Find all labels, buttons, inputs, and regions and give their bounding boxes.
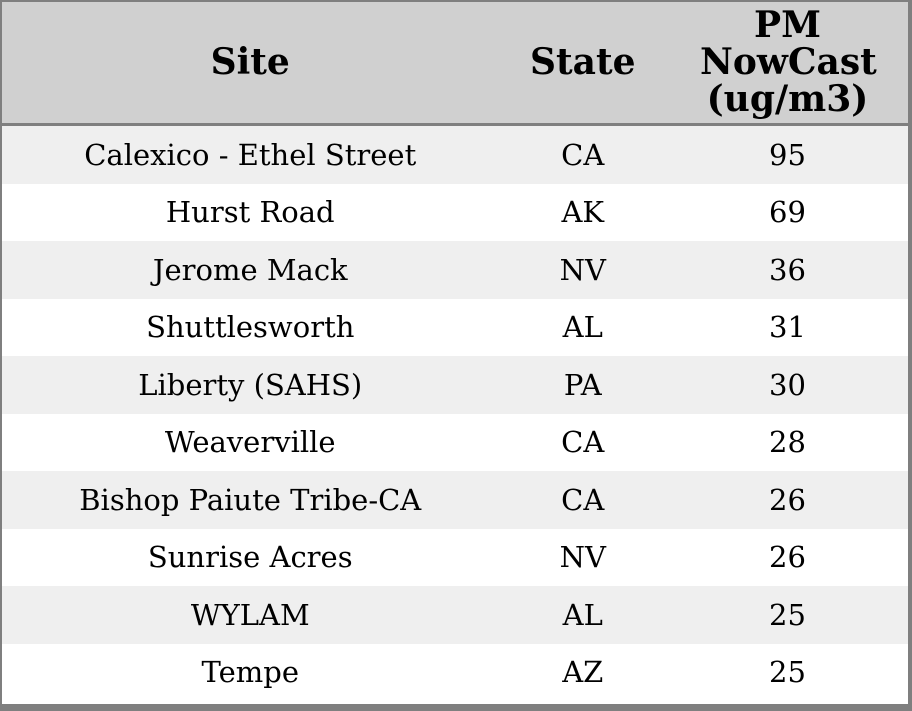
pm-value-cell: 26 [769,540,806,575]
pm-value-cell: 95 [769,137,806,172]
table-row [2,241,908,299]
state-cell: CA [561,482,605,517]
site-cell: Shuttlesworth [146,310,355,345]
column-header-pm-nowcast [667,2,908,123]
site-cell: WYLAM [190,597,310,632]
table-row [2,184,908,242]
table-row [2,126,908,184]
table-row [2,644,908,702]
table-row [2,299,908,357]
site-cell: Tempe [201,655,299,690]
table-row [2,586,908,644]
column-header-pm-nowcast-label: PM NowCast (ug/m3) [699,4,877,120]
state-cell: AL [562,597,603,632]
pm-value-cell: 69 [769,195,806,230]
table-row [2,529,908,587]
site-cell: Liberty (SAHS) [138,367,363,402]
pm-value-cell: 28 [769,425,806,460]
state-cell: AK [561,195,605,230]
pm-value-cell: 26 [769,482,806,517]
state-cell: PA [563,367,602,402]
column-header-state-label: State [529,41,636,83]
site-cell: Hurst Road [165,195,335,230]
column-header-site [2,2,498,123]
site-cell: Calexico - Ethel Street [84,137,417,172]
pm-value-cell: 25 [769,655,806,690]
column-header-site-label: Site [210,41,290,83]
table-row [2,414,908,472]
state-cell: AZ [562,655,604,690]
state-cell: AL [562,310,603,345]
pm-value-cell: 36 [769,252,806,287]
state-cell: CA [561,425,605,460]
table-header-row [2,2,908,126]
table-body [2,126,908,701]
state-cell: CA [561,137,605,172]
pm-value-cell: 31 [769,310,806,345]
table-row [2,471,908,529]
state-cell: NV [559,252,606,287]
site-cell: Weaverville [164,425,336,460]
site-cell: Jerome Mack [152,252,348,287]
pm-value-cell: 30 [769,367,806,402]
table-row [2,356,908,414]
site-cell: Bishop Paiute Tribe-CA [79,482,422,517]
column-header-state [498,2,667,123]
site-cell: Sunrise Acres [147,540,353,575]
state-cell: NV [559,540,606,575]
pm-value-cell: 25 [769,597,806,632]
